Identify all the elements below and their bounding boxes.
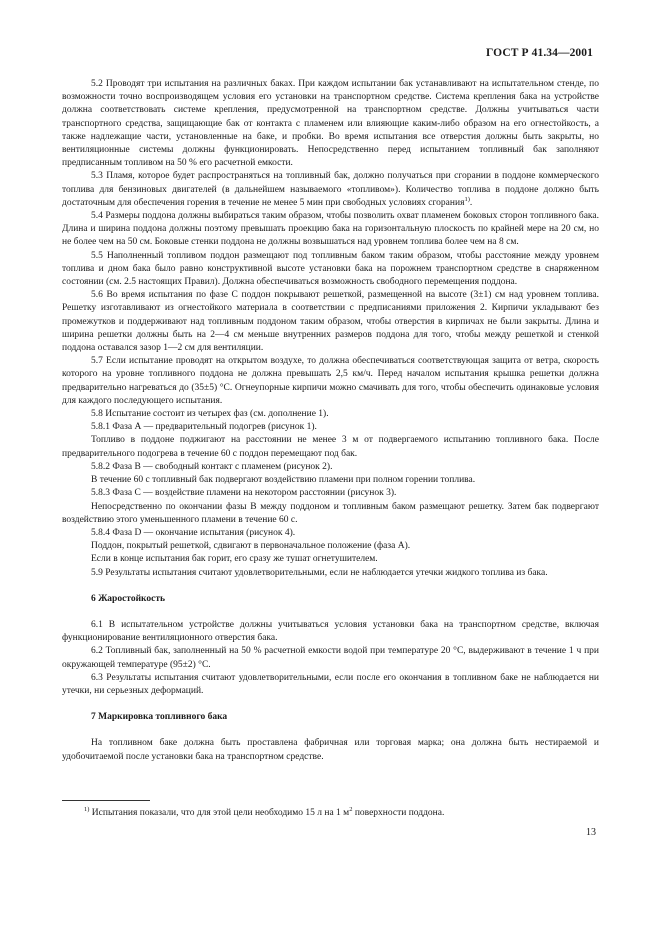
paragraph-text: 5.8.3 Фаза С — воздействие пламени на некотором расстоянии (рисунок 3). [91,488,397,499]
paragraph-text: 6.2 Топливный бак, заполненный на 50 % расчетной емкости водой при температуре 20 °С, выдерживают в течение 1 ч при окружающей температуре (95±2) °С. [62,646,599,670]
section-heading [62,593,599,606]
paragraph [62,527,599,540]
paragraph-text: В течение 60 с топливный бак подвергают воздействию пламени при полном горении топлива. [91,475,476,486]
paragraph-text: 6.1 В испытательном устройстве должны учитываться условия установки бака на транспортном средстве, включая функционирование вентиляционного отверстия бака. [62,619,599,644]
paragraph-text: 5.8.2 Фаза В — свободный контакт с пламенем (рисунок 2). [91,461,333,472]
paragraph [62,250,599,290]
footnote-mark: 1) [84,805,90,813]
paragraph-text: 5.8.4 Фаза D — окончание испытания (рисунок 4). [91,527,296,538]
paragraph [62,553,599,566]
paragraph-text: Если в конце испытания бак горит, его сразу же тушат огнетушителем. [91,554,378,565]
paragraph [62,737,599,763]
footnote-tail: поверхности поддона. [352,808,445,818]
paragraph-text: На топливном баке должна быть проставлена фабричная или торговая марка; она должна быть нестираемой и удобочитаемой после установки бака на транспортном средстве. [62,738,599,762]
paragraph-text: 5.6 Во время испытания по фазе С поддон покрывают решеткой, размещенной на высоте (3±1) см над уровнем топлива. Решетку изготавливают из огнестойкого материала в соответствии с предписаниями приложения 2. Кирпичи укладывают без промежутков и поддерживают над топливным поддоном таким образом, чтобы отверстия в кирпичах не были закрыты. Длина и ширина решетки должны быть на 2—4 см меньше внутренних размеров поддона для того, чтобы между решеткой и стенкой поддона оставался зазор 1—2 см для вентиляции. [62,290,599,354]
paragraph-text: 5.9 Результаты испытания считают удовлетворительными, если не наблюдается утечки жидкого топлива из бака. [91,567,548,578]
paragraph-text: 5.4 Размеры поддона должны выбираться таким образом, чтобы позволить охват пламенем боковых сторон топливного бака. Длина и ширина поддона должны поэтому превышать проекцию бака на горизонтальную плоскость по крайней мере на 20 см, но не более чем на 50 см. Боковые стенки поддона не должны возвышаться над уровнем топлива более чем на 8 см. [62,211,599,248]
paragraph-text: 5.7 Если испытание проводят на открытом воздухе, то должна обеспечиваться соответствующая защита от ветра, скорость которого на уровне топливного поддона не должна превышать 2,5 км/ч. Перед началом испытания крышка решетки должна предварительно нагреваться до (35±5) °С. Огнеупорные кирпичи можно смачивать для того, чтобы обеспечить одинаковые условия для каждого последующего испытания. [62,356,599,406]
paragraph [62,487,599,500]
paragraph [62,78,599,170]
paragraph [62,210,599,250]
footnote-text: Испытания показали, что для этой цели необходимо 15 л на 1 м [91,808,350,818]
paragraph-text: 6 Жаростойкость [91,593,166,604]
paragraph-text: Поддон, покрытый решеткой, сдвигают в первоначальное положение (фаза А). [91,541,411,552]
paragraph [62,434,599,460]
paragraph [62,540,599,553]
paragraph [62,408,599,421]
footnote-reference: 1) [464,195,470,203]
paragraph [62,355,599,408]
paragraph [62,421,599,434]
paragraph [62,170,599,210]
paragraph-text: 5.5 Наполненный топливом поддон размещают под топливным баком таким образом, чтобы расстояние между уровнем топлива и дном бака было равно конструктивной высоте установки бака на порожнем транспортном средстве в снаряженном состоянии (см. 2.5 настоящих Правил). Должна обеспечиваться возможность свободного перемещения поддона. [62,250,599,288]
paragraph [62,619,599,645]
paragraph [62,567,599,580]
paragraph-text: Непосредственно по окончании фазы В между поддоном и топливным баком размещают решетку. Затем бак подвергают воздействию этого уменьшенного пламени в течение 60 с. [62,501,599,525]
paragraph-text: 5.3 Пламя, которое будет распространяться на топливный бак, должно получаться при сгорании в поддоне коммерческого топлива для бензиновых двигателей (в дальнейшем называемого «топливом»). Количество топлива в поддоне должно быть достаточным для обеспечения горения в течение не менее 5 мин при свободных условиях сгорания [62,171,599,208]
paragraph-tail: . [469,197,473,208]
document-body [62,78,599,764]
paragraph-text: Топливо в поддоне поджигают на расстоянии не менее 3 м от подвергаемого испытанию топливного бака. После предварительного подогрева в течение 60 с поддон перемещают под бак. [62,435,599,459]
paragraph-text: 5.8 Испытание состоит из четырех фаз (см. дополнение 1). [91,409,329,420]
paragraph [62,474,599,487]
footnote-separator [62,800,150,801]
footnote-superscript: 2 [349,805,353,813]
paragraph [62,645,599,671]
paragraph-text: 5.2 Проводят три испытания на различных баках. При каждом испытании бак устанавливают на испытательном стенде, по возможности точно воспроизводящем условия его установки на транспортном средстве. Система крепления бака на устройстве должна соответствовать системе крепления, предусмотренной на транспортном средстве. Должны учитываться части транспортного средства, защищающие бак от контакта с пламенем или влияющие каким-либо образом на его огнестойкость, а также надлежащие части, установленные на баке, и пробки. Во время испытания все отверстия должны быть закрыты, но вентиляционные системы должны функционировать. Непосредственно перед испытанием топливный бак заполняют предписанным топливом на 50 % его расчетной емкости. [62,79,599,169]
paragraph-text: 6.3 Результаты испытания считают удовлетворительными, если после его окончания в топливном баке не наблюдается ни утечки, ни серьезных деформаций. [62,672,599,696]
paragraph [62,461,599,474]
paragraph [62,501,599,527]
document-header: ГОСТ Р 41.34—2001 [486,47,593,59]
paragraph-text: 7 Маркировка топливного бака [91,712,228,723]
footnote [84,807,594,820]
paragraph [62,289,599,355]
paragraph-text: 5.8.1 Фаза А — предварительный подогрев (рисунок 1). [91,422,317,433]
paragraph [62,672,599,698]
page-number: 13 [586,827,596,838]
section-heading [62,711,599,724]
